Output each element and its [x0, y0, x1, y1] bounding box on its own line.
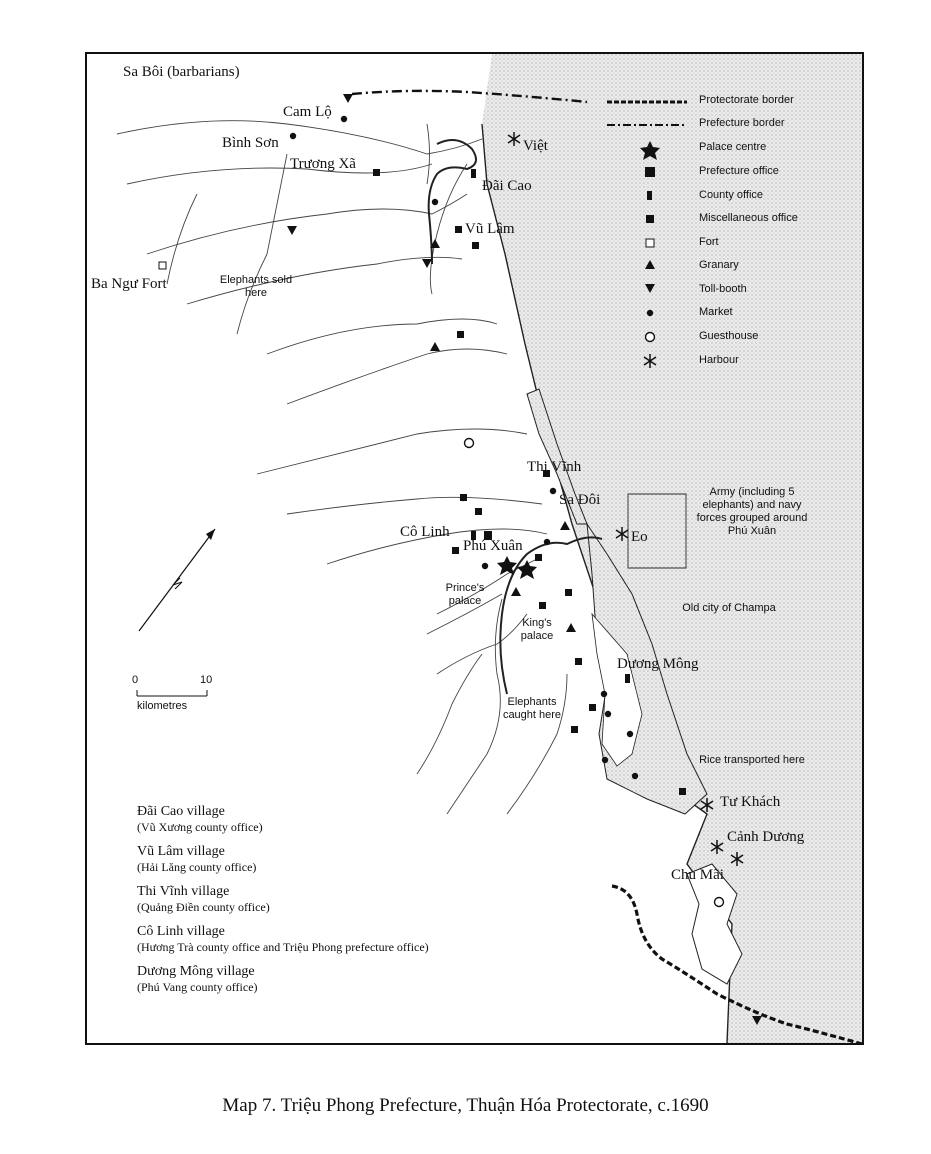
label-tu-khach: Tư Khách: [720, 794, 781, 810]
scale-ten: 10: [200, 674, 213, 686]
label-vu-lam: Vũ Lâm: [465, 221, 515, 237]
scale-unit: kilometres: [137, 700, 188, 712]
label-co-linh: Cô Linh: [400, 524, 450, 540]
sea: [482, 54, 862, 1043]
note-elephants-sold: Elephants sold here: [219, 274, 293, 299]
legend-toll-booth: Toll-booth: [699, 283, 747, 295]
legend-guesthouse: Guesthouse: [699, 330, 759, 342]
legend-county-office: County office: [699, 189, 764, 201]
label-ba-ngu-fort: Ba Ngư Fort: [91, 276, 167, 292]
label-binh-son: Bình Sơn: [222, 135, 279, 151]
label-canh-duong: Cảnh Dương: [727, 829, 805, 845]
legend-harbour: Harbour: [699, 354, 739, 366]
label-truong-xa: Trương Xã: [290, 156, 356, 172]
legend-prefecture-border: Prefecture border: [699, 117, 785, 129]
note-old-city: Old city of Champa: [682, 602, 776, 614]
scale-bar: [137, 690, 207, 696]
legend-palace-centre: Palace centre: [699, 141, 767, 153]
village-name: Đãi Cao village: [137, 804, 225, 819]
village-name: Cô Linh village: [137, 924, 225, 939]
fort-marker: [159, 262, 166, 269]
legend-misc-office: Miscellaneous office: [699, 212, 798, 224]
note-prince-palace: Prince's palace: [445, 582, 485, 607]
village-note: (Hải Lăng county office): [137, 860, 257, 874]
map-frame: [85, 52, 864, 1045]
label-viet: Việt: [523, 138, 548, 154]
label-dai-cao: Đãi Cao: [482, 178, 532, 194]
village-item: [137, 884, 270, 914]
legend-fort: Fort: [699, 236, 719, 248]
legend-prefecture-office: Prefecture office: [699, 165, 779, 177]
legend-market: Market: [699, 306, 733, 318]
guesthouse-marker: [715, 898, 724, 907]
label-eo: Eo: [631, 529, 648, 545]
guesthouse-marker: [465, 439, 474, 448]
village-note: (Quảng Điền county office): [137, 900, 270, 914]
village-note: (Hương Trà county office and Triệu Phong prefecture office): [137, 940, 429, 954]
label-sa-doi: Sa Đôi: [559, 492, 601, 508]
label-thi-vinh: Thi Vĩnh: [527, 459, 582, 475]
note-army: Army (including 5 elephants) and navy forces grouped around Phú Xuân: [696, 486, 808, 537]
label-sa-boi: Sa Bôi (barbarians): [123, 64, 240, 80]
note-elephants-caught: Elephants caught here: [502, 696, 562, 721]
note-rice: Rice transported here: [699, 754, 805, 766]
village-note: (Vũ Xương county office): [137, 820, 263, 834]
scale-zero: 0: [132, 674, 139, 686]
village-name: Dương Mông village: [137, 964, 255, 979]
village-item: [137, 964, 258, 994]
village-note: (Phú Vang county office): [137, 980, 258, 994]
map-caption: Map 7. Triệu Phong Prefecture, Thuận Hóa Protectorate, c.1690: [222, 1095, 709, 1116]
label-chu-mai: Chu Mãi: [671, 867, 724, 883]
note-king-palace: King's palace: [520, 617, 554, 642]
north-arrow-icon: [139, 529, 215, 631]
legend-granary: Granary: [699, 259, 739, 271]
label-cam-lo: Cam Lộ: [283, 104, 332, 120]
label-duong-mong: Dương Mông: [617, 656, 699, 672]
village-item: [137, 924, 429, 954]
label-phu-xuan: Phú Xuân: [463, 538, 523, 554]
village-item: [137, 844, 256, 874]
village-name: Vũ Lâm village: [137, 844, 225, 859]
village-item: [137, 804, 263, 834]
legend-protectorate-border: Protectorate border: [699, 94, 794, 106]
village-name: Thi Vĩnh village: [137, 884, 230, 899]
